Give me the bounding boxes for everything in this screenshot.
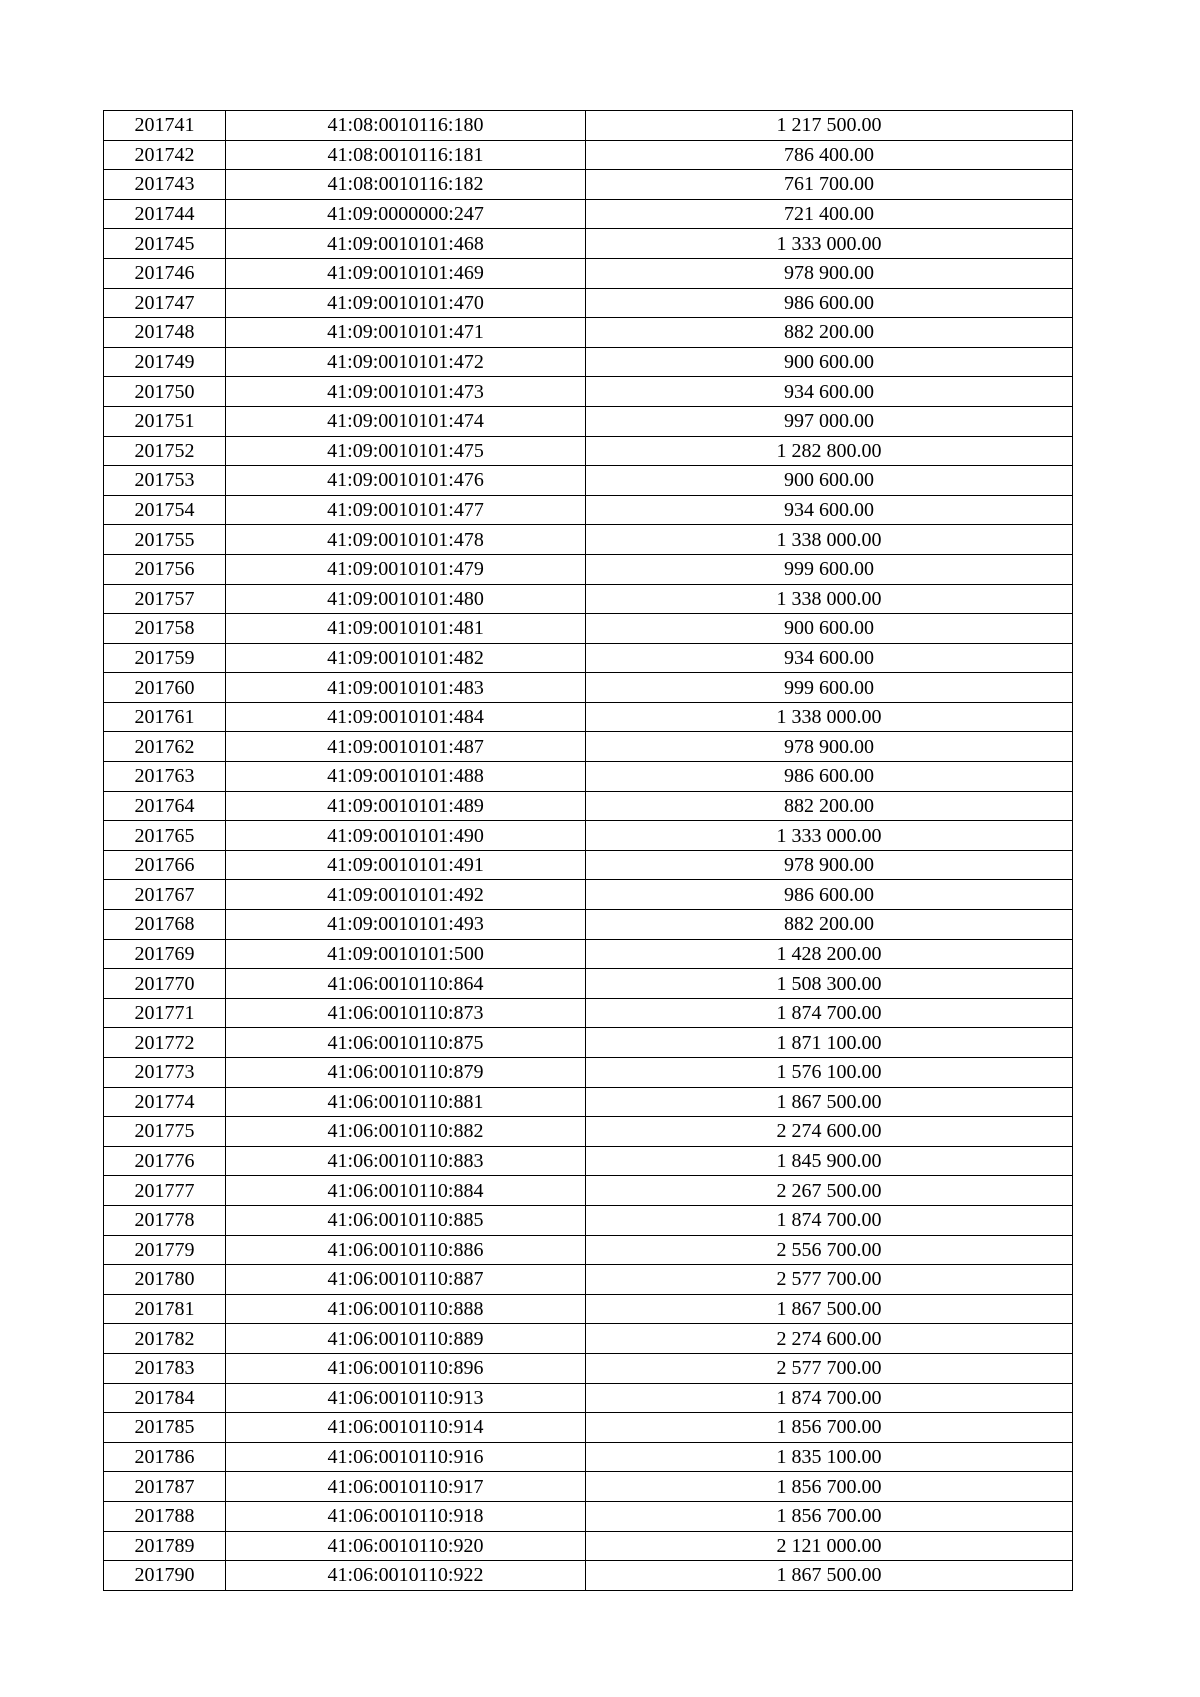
cadastral-value-cell: 1 508 300.00 (586, 969, 1073, 999)
row-number-cell: 201746 (104, 258, 226, 288)
cadastral-number-cell: 41:09:0010101:478 (226, 525, 586, 555)
cadastral-value-cell: 1 856 700.00 (586, 1472, 1073, 1502)
cadastral-value-cell: 761 700.00 (586, 170, 1073, 200)
cadastral-value-cell: 1 333 000.00 (586, 821, 1073, 851)
row-number-cell: 201770 (104, 969, 226, 999)
cadastral-number-cell: 41:09:0000000:247 (226, 199, 586, 229)
row-number-cell: 201760 (104, 673, 226, 703)
cadastral-number-cell: 41:06:0010110:922 (226, 1561, 586, 1591)
row-number-cell: 201777 (104, 1176, 226, 1206)
cadastral-value-cell: 882 200.00 (586, 318, 1073, 348)
cadastral-number-cell: 41:08:0010116:182 (226, 170, 586, 200)
cadastral-value-cell: 1 338 000.00 (586, 702, 1073, 732)
cadastral-value-cell: 900 600.00 (586, 614, 1073, 644)
cadastral-value-cell: 1 845 900.00 (586, 1146, 1073, 1176)
cadastral-number-cell: 41:06:0010110:917 (226, 1472, 586, 1502)
cadastral-value-cell: 1 835 100.00 (586, 1442, 1073, 1472)
cadastral-value-cell: 786 400.00 (586, 140, 1073, 170)
row-number-cell: 201776 (104, 1146, 226, 1176)
cadastral-value-cell: 999 600.00 (586, 673, 1073, 703)
cadastral-value-cell: 978 900.00 (586, 732, 1073, 762)
table-row (104, 466, 1073, 496)
row-number-cell: 201771 (104, 998, 226, 1028)
table-row (104, 1413, 1073, 1443)
table-row (104, 1324, 1073, 1354)
cadastral-value-cell: 2 577 700.00 (586, 1353, 1073, 1383)
row-number-cell: 201786 (104, 1442, 226, 1472)
cadastral-value-cell: 1 217 500.00 (586, 111, 1073, 141)
cadastral-number-cell: 41:09:0010101:476 (226, 466, 586, 496)
row-number-cell: 201773 (104, 1058, 226, 1088)
cadastral-value-cell: 721 400.00 (586, 199, 1073, 229)
cadastral-number-cell: 41:09:0010101:468 (226, 229, 586, 259)
row-number-cell: 201784 (104, 1383, 226, 1413)
row-number-cell: 201741 (104, 111, 226, 141)
cadastral-value-cell: 1 338 000.00 (586, 525, 1073, 555)
table-row (104, 702, 1073, 732)
cadastral-value-cell: 2 121 000.00 (586, 1531, 1073, 1561)
table-row (104, 791, 1073, 821)
table-row (104, 1028, 1073, 1058)
cadastral-number-cell: 41:09:0010101:474 (226, 406, 586, 436)
cadastral-number-cell: 41:06:0010110:885 (226, 1205, 586, 1235)
table-row (104, 525, 1073, 555)
cadastral-number-cell: 41:06:0010110:882 (226, 1117, 586, 1147)
row-number-cell: 201753 (104, 466, 226, 496)
row-number-cell: 201747 (104, 288, 226, 318)
cadastral-value-cell: 1 856 700.00 (586, 1413, 1073, 1443)
cadastral-value-cell: 997 000.00 (586, 406, 1073, 436)
table-row (104, 199, 1073, 229)
row-number-cell: 201750 (104, 377, 226, 407)
cadastral-number-cell: 41:09:0010101:477 (226, 495, 586, 525)
row-number-cell: 201743 (104, 170, 226, 200)
table-row (104, 288, 1073, 318)
cadastral-number-cell: 41:06:0010110:889 (226, 1324, 586, 1354)
row-number-cell: 201769 (104, 939, 226, 969)
table-row (104, 436, 1073, 466)
cadastral-value-cell: 2 556 700.00 (586, 1235, 1073, 1265)
table-row (104, 1058, 1073, 1088)
table-row (104, 880, 1073, 910)
table-row (104, 258, 1073, 288)
cadastral-number-cell: 41:09:0010101:473 (226, 377, 586, 407)
cadastral-number-cell: 41:09:0010101:470 (226, 288, 586, 318)
cadastral-value-cell: 882 200.00 (586, 910, 1073, 940)
row-number-cell: 201742 (104, 140, 226, 170)
row-number-cell: 201781 (104, 1294, 226, 1324)
table-row (104, 406, 1073, 436)
row-number-cell: 201751 (104, 406, 226, 436)
cadastral-value-cell: 2 267 500.00 (586, 1176, 1073, 1206)
table-row (104, 1176, 1073, 1206)
cadastral-value-cell: 1 282 800.00 (586, 436, 1073, 466)
table-row (104, 1117, 1073, 1147)
table-row (104, 1531, 1073, 1561)
table-row (104, 762, 1073, 792)
cadastral-value-cell: 986 600.00 (586, 880, 1073, 910)
table-row (104, 229, 1073, 259)
row-number-cell: 201789 (104, 1531, 226, 1561)
cadastral-number-cell: 41:09:0010101:492 (226, 880, 586, 910)
row-number-cell: 201744 (104, 199, 226, 229)
cadastral-number-cell: 41:08:0010116:180 (226, 111, 586, 141)
table-row (104, 1146, 1073, 1176)
row-number-cell: 201782 (104, 1324, 226, 1354)
row-number-cell: 201766 (104, 850, 226, 880)
cadastral-value-cell: 978 900.00 (586, 850, 1073, 880)
cadastral-value-cell: 1 867 500.00 (586, 1561, 1073, 1591)
row-number-cell: 201748 (104, 318, 226, 348)
table-row (104, 170, 1073, 200)
cadastral-value-cell: 2 274 600.00 (586, 1324, 1073, 1354)
cadastral-value-cell: 1 576 100.00 (586, 1058, 1073, 1088)
row-number-cell: 201787 (104, 1472, 226, 1502)
cadastral-number-cell: 41:06:0010110:887 (226, 1265, 586, 1295)
row-number-cell: 201763 (104, 762, 226, 792)
row-number-cell: 201772 (104, 1028, 226, 1058)
cadastral-value-cell: 1 874 700.00 (586, 1205, 1073, 1235)
cadastral-number-cell: 41:06:0010110:879 (226, 1058, 586, 1088)
cadastral-number-cell: 41:06:0010110:918 (226, 1501, 586, 1531)
row-number-cell: 201764 (104, 791, 226, 821)
table-row (104, 850, 1073, 880)
row-number-cell: 201790 (104, 1561, 226, 1591)
cadastral-value-cell: 1 867 500.00 (586, 1294, 1073, 1324)
row-number-cell: 201756 (104, 554, 226, 584)
cadastral-value-cell: 986 600.00 (586, 762, 1073, 792)
cadastral-number-cell: 41:06:0010110:920 (226, 1531, 586, 1561)
cadastral-number-cell: 41:06:0010110:896 (226, 1353, 586, 1383)
table-row (104, 939, 1073, 969)
cadastral-number-cell: 41:09:0010101:500 (226, 939, 586, 969)
table-row (104, 910, 1073, 940)
row-number-cell: 201762 (104, 732, 226, 762)
cadastral-value-cell: 882 200.00 (586, 791, 1073, 821)
table-row (104, 140, 1073, 170)
row-number-cell: 201774 (104, 1087, 226, 1117)
table-row (104, 1265, 1073, 1295)
cadastral-number-cell: 41:06:0010110:914 (226, 1413, 586, 1443)
cadastral-number-cell: 41:09:0010101:487 (226, 732, 586, 762)
table-row (104, 1442, 1073, 1472)
cadastral-number-cell: 41:06:0010110:864 (226, 969, 586, 999)
table-row (104, 347, 1073, 377)
cadastral-number-cell: 41:09:0010101:475 (226, 436, 586, 466)
cadastral-value-cell: 978 900.00 (586, 258, 1073, 288)
row-number-cell: 201767 (104, 880, 226, 910)
cadastral-number-cell: 41:09:0010101:484 (226, 702, 586, 732)
table-row (104, 377, 1073, 407)
row-number-cell: 201779 (104, 1235, 226, 1265)
cadastral-number-cell: 41:09:0010101:488 (226, 762, 586, 792)
cadastral-value-cell: 1 874 700.00 (586, 1383, 1073, 1413)
row-number-cell: 201745 (104, 229, 226, 259)
cadastral-value-cell: 2 274 600.00 (586, 1117, 1073, 1147)
table-row (104, 614, 1073, 644)
cadastral-value-cell: 999 600.00 (586, 554, 1073, 584)
cadastral-value-cell: 1 856 700.00 (586, 1501, 1073, 1531)
cadastral-number-cell: 41:06:0010110:884 (226, 1176, 586, 1206)
cadastral-value-table (103, 110, 1073, 1591)
row-number-cell: 201757 (104, 584, 226, 614)
cadastral-number-cell: 41:09:0010101:471 (226, 318, 586, 348)
cadastral-value-cell: 1 333 000.00 (586, 229, 1073, 259)
cadastral-number-cell: 41:09:0010101:479 (226, 554, 586, 584)
cadastral-value-cell: 1 338 000.00 (586, 584, 1073, 614)
row-number-cell: 201758 (104, 614, 226, 644)
cadastral-number-cell: 41:06:0010110:913 (226, 1383, 586, 1413)
cadastral-value-cell: 1 867 500.00 (586, 1087, 1073, 1117)
row-number-cell: 201783 (104, 1353, 226, 1383)
row-number-cell: 201765 (104, 821, 226, 851)
cadastral-number-cell: 41:09:0010101:490 (226, 821, 586, 851)
cadastral-number-cell: 41:06:0010110:873 (226, 998, 586, 1028)
table-row (104, 1383, 1073, 1413)
cadastral-value-cell: 986 600.00 (586, 288, 1073, 318)
table-row (104, 111, 1073, 141)
cadastral-number-cell: 41:06:0010110:881 (226, 1087, 586, 1117)
row-number-cell: 201785 (104, 1413, 226, 1443)
cadastral-value-cell: 934 600.00 (586, 495, 1073, 525)
table-row (104, 1294, 1073, 1324)
cadastral-number-cell: 41:06:0010110:883 (226, 1146, 586, 1176)
cadastral-number-cell: 41:06:0010110:875 (226, 1028, 586, 1058)
table-row (104, 673, 1073, 703)
cadastral-value-cell: 934 600.00 (586, 377, 1073, 407)
cadastral-value-cell: 1 871 100.00 (586, 1028, 1073, 1058)
cadastral-value-cell: 934 600.00 (586, 643, 1073, 673)
table-row (104, 1353, 1073, 1383)
row-number-cell: 201755 (104, 525, 226, 555)
cadastral-number-cell: 41:09:0010101:491 (226, 850, 586, 880)
cadastral-number-cell: 41:06:0010110:888 (226, 1294, 586, 1324)
table-row (104, 495, 1073, 525)
table-row (104, 821, 1073, 851)
table-row (104, 643, 1073, 673)
row-number-cell: 201759 (104, 643, 226, 673)
cadastral-number-cell: 41:06:0010110:886 (226, 1235, 586, 1265)
table-row (104, 1472, 1073, 1502)
table-row (104, 584, 1073, 614)
row-number-cell: 201754 (104, 495, 226, 525)
row-number-cell: 201775 (104, 1117, 226, 1147)
cadastral-value-cell: 1 874 700.00 (586, 998, 1073, 1028)
row-number-cell: 201778 (104, 1205, 226, 1235)
cadastral-number-cell: 41:06:0010110:916 (226, 1442, 586, 1472)
cadastral-number-cell: 41:09:0010101:469 (226, 258, 586, 288)
table-row (104, 1205, 1073, 1235)
cadastral-number-cell: 41:09:0010101:482 (226, 643, 586, 673)
row-number-cell: 201768 (104, 910, 226, 940)
table-row (104, 732, 1073, 762)
cadastral-number-cell: 41:08:0010116:181 (226, 140, 586, 170)
cadastral-number-cell: 41:09:0010101:481 (226, 614, 586, 644)
table-row (104, 998, 1073, 1028)
table-row (104, 1235, 1073, 1265)
cadastral-value-cell: 900 600.00 (586, 466, 1073, 496)
table-row (104, 1087, 1073, 1117)
row-number-cell: 201780 (104, 1265, 226, 1295)
row-number-cell: 201749 (104, 347, 226, 377)
cadastral-number-cell: 41:09:0010101:493 (226, 910, 586, 940)
table-row (104, 318, 1073, 348)
cadastral-number-cell: 41:09:0010101:489 (226, 791, 586, 821)
cadastral-number-cell: 41:09:0010101:483 (226, 673, 586, 703)
cadastral-value-cell: 1 428 200.00 (586, 939, 1073, 969)
row-number-cell: 201752 (104, 436, 226, 466)
cadastral-value-cell: 2 577 700.00 (586, 1265, 1073, 1295)
row-number-cell: 201761 (104, 702, 226, 732)
table-row (104, 969, 1073, 999)
table-body (104, 111, 1073, 1591)
cadastral-number-cell: 41:09:0010101:472 (226, 347, 586, 377)
table-row (104, 1501, 1073, 1531)
cadastral-value-cell: 900 600.00 (586, 347, 1073, 377)
table-row (104, 1561, 1073, 1591)
cadastral-number-cell: 41:09:0010101:480 (226, 584, 586, 614)
row-number-cell: 201788 (104, 1501, 226, 1531)
table-row (104, 554, 1073, 584)
